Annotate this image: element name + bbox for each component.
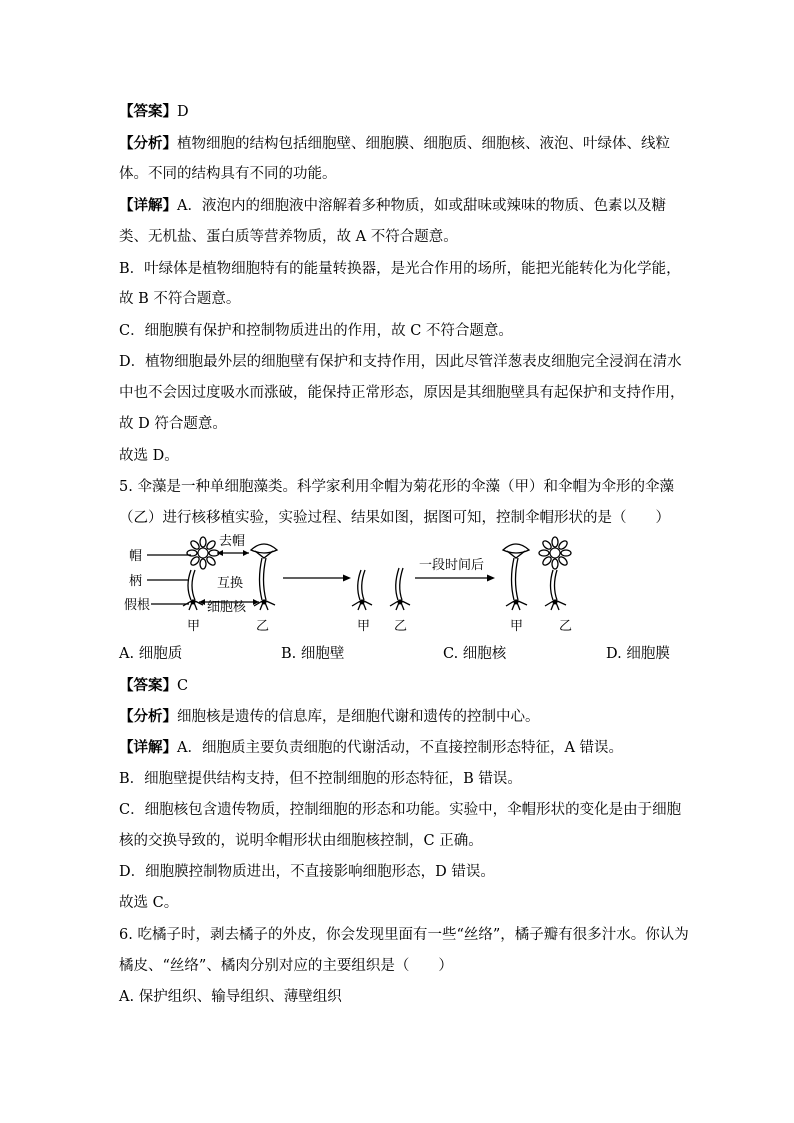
q5-analysis-line: [119, 708, 540, 726]
q5-answer-line: [119, 677, 188, 695]
analysis-tag: 【分析】: [119, 135, 177, 152]
q5-option-b-line: B．细胞壁提供结构支持，但不控制细胞的形态特征，B 错误。: [119, 771, 522, 787]
q6-stem-line-2: 橘皮、“丝络”、橘肉分别对应的主要组织是（ ）: [119, 958, 453, 974]
label-later: 一段时间后: [419, 558, 485, 573]
q4-option-d-line: D．植物细胞最外层的细胞壁有保护和支持作用，因此尽管洋葱表皮细胞完全浸润在清水: [119, 354, 682, 370]
q6-option-a: A. 保护组织、输导组织、薄壁组织: [119, 989, 342, 1005]
detail-text: A．细胞质主要负责细胞的代谢活动，不直接控制形态特征，A 错误。: [177, 740, 624, 756]
acetabularia-diagram: [119, 534, 599, 638]
detail-tag: 【详解】: [119, 197, 177, 214]
q5-stem-line: 5. 伞藻是一种单细胞藻类。科学家利用伞帽为菊花形的伞藻（甲）和伞帽为伞形的伞藻: [119, 479, 674, 495]
q5-option-c-line: C．细胞核包含遗传物质，控制细胞的形态和功能。实验中，伞帽形状的变化是由于细胞: [119, 802, 682, 818]
analysis-text: 植物细胞的结构包括细胞壁、细胞膜、细胞质、细胞核、液泡、叶绿体、线粒: [177, 136, 670, 152]
detail-text: A．液泡内的细胞液中溶解着多种物质，如或甜味或辣味的物质、色素以及糖: [177, 198, 666, 214]
label-stalk: 柄: [129, 574, 143, 589]
q4-option-b-line: B．叶绿体是植物细胞特有的能量转换器，是光合作用的场所，能把光能转化为化学能，: [119, 261, 681, 277]
q4-answer-line: [119, 103, 189, 121]
q4-choose-line: 故选 D。: [119, 448, 179, 464]
q5-option-d-line: D．细胞膜控制物质进出，不直接影响细胞形态，D 错误。: [119, 864, 495, 880]
answer-tag: 【答案】: [119, 677, 177, 694]
q4-analysis-line-2: 体。不同的结构具有不同的功能。: [119, 166, 337, 182]
q5-option-c-line-2: 核的交换导致的，说明伞帽形状由细胞核控制，C 正确。: [119, 833, 483, 849]
label-jia-3: 甲: [510, 619, 524, 634]
answer-tag: 【答案】: [119, 103, 177, 120]
q5-option-b: B. 细胞壁: [281, 646, 345, 662]
result-jia: [503, 544, 529, 610]
q4-option-d-line-2: 中也不会因过度吸水而涨破，能保持正常形态，原因是其细胞壁具有起保护和支持作用，: [119, 385, 685, 401]
label-yi-1: 乙: [256, 619, 270, 634]
q4-detail-line: [119, 197, 666, 215]
q4-option-d-line-3: 故 D 符合题意。: [119, 416, 227, 432]
q5-option-a: A. 细胞质: [119, 646, 183, 662]
detail-tag: 【详解】: [119, 739, 177, 756]
label-yi-3: 乙: [559, 619, 573, 634]
q5-detail-line: [119, 739, 623, 757]
q5-option-d: D. 细胞膜: [606, 646, 670, 662]
analysis-tag: 【分析】: [119, 708, 177, 725]
label-yi-2: 乙: [394, 619, 408, 634]
q4-option-c-line: C．细胞膜有保护和控制物质进出的作用，故 C 不符合题意。: [119, 323, 513, 339]
label-nucleus: 细胞核: [207, 600, 247, 615]
q5-stem-line-2: （乙）进行核移植实验，实验过程、结果如图，据图可知，控制伞帽形状的是（ ）: [119, 510, 670, 526]
label-rhizoid: 假根: [124, 598, 151, 613]
q6-stem-line: 6. 吃橘子时，剥去橘子的外皮，你会发现里面有一些“丝络”，橘子瓣有很多汁水。你认为: [119, 927, 689, 943]
result-yi: [539, 537, 571, 610]
analysis-text: 细胞核是遗传的信息库，是细胞代谢和遗传的控制中心。: [177, 709, 540, 725]
stalk-jia-middle: [352, 570, 372, 610]
label-jia-1: 甲: [187, 619, 201, 634]
q4-analysis-line: [119, 135, 670, 153]
label-remove-cap: 去帽: [219, 534, 246, 549]
q4-option-b-line-2: 故 B 不符合题意。: [119, 291, 241, 307]
q4-detail-line-2: 类、无机盐、蛋白质等营养物质，故 A 不符合题意。: [119, 229, 458, 245]
label-jia-2: 甲: [357, 619, 371, 634]
label-cap: 帽: [129, 549, 143, 564]
q5-choose-line: 故选 C。: [119, 895, 179, 911]
answer-value: D: [177, 104, 189, 120]
label-exchange: 互换: [217, 576, 244, 591]
q5-option-c: C. 细胞核: [443, 646, 507, 662]
stalk-yi-middle: [390, 568, 410, 610]
answer-value: C: [177, 678, 189, 694]
